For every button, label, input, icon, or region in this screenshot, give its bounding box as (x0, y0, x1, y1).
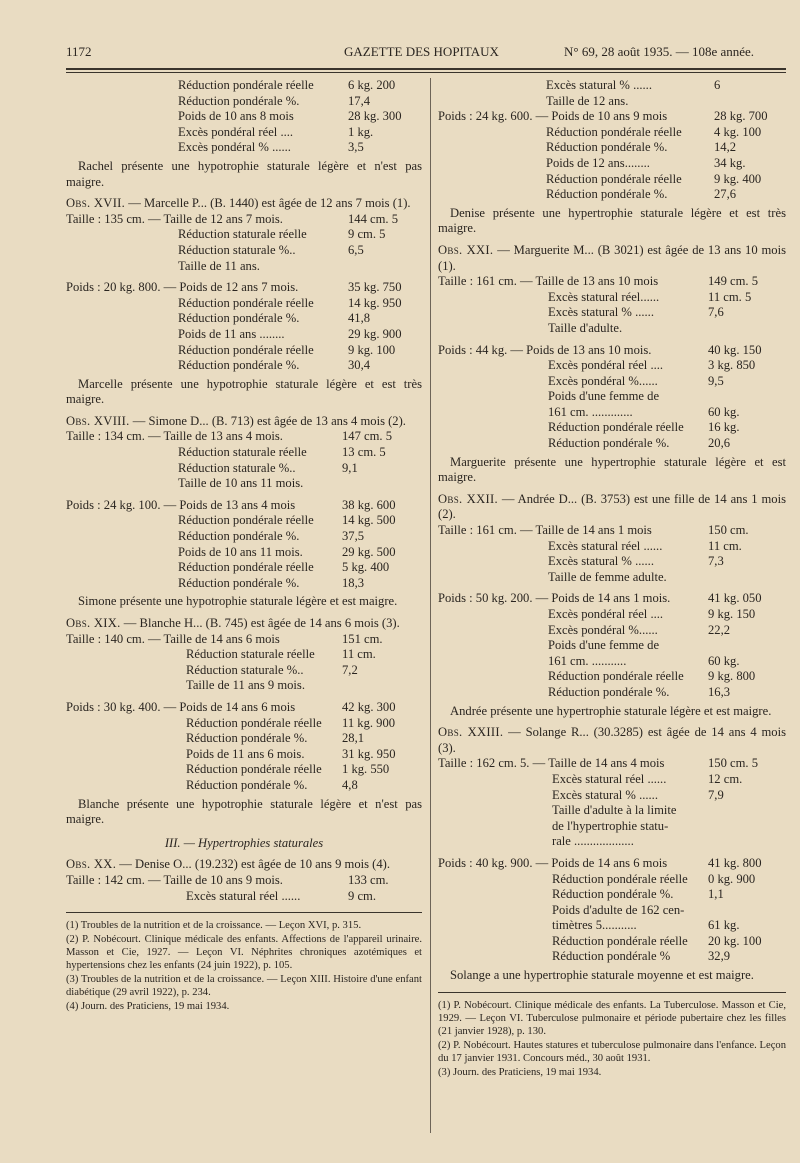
measure-row (66, 632, 422, 648)
measure-value: 14 kg. 500 (342, 513, 396, 528)
measure-row (438, 887, 786, 903)
measure-label: Taille : 134 cm. — Taille de 13 ans 4 mois. (66, 429, 283, 444)
measure-row (438, 669, 786, 685)
measure-row (66, 678, 422, 694)
obs-label: Obs. XVII. (66, 196, 126, 211)
journal-title: GAZETTE DES HOPITAUX (344, 44, 499, 59)
taille-table (66, 873, 422, 904)
measure-row (66, 476, 422, 492)
column-divider (430, 78, 431, 1133)
measure-label: Réduction staturale %.. (178, 460, 296, 475)
measure-row (438, 78, 786, 94)
measure-value: 28 kg. 300 (348, 109, 402, 124)
measure-row (438, 389, 786, 405)
measure-value: 20 kg. 100 (708, 933, 762, 948)
measure-label: Réduction pondérale %. (178, 575, 300, 590)
measure-row (438, 756, 786, 772)
measure-label: de l'hypertrophie statu- (552, 818, 669, 833)
measure-row (66, 700, 422, 716)
measure-row (66, 778, 422, 794)
measure-row (438, 321, 786, 337)
measure-label: Excès statural réel...... (548, 289, 660, 304)
measure-label: Excès statural réel ...... (548, 538, 663, 553)
measure-value: 6 (714, 78, 721, 92)
measure-label: Poids de 10 ans 11 mois. (178, 544, 303, 559)
measure-value: 34 kg. (714, 155, 746, 170)
measure-table (438, 78, 786, 109)
measure-label: Taille de 11 ans 9 mois. (186, 678, 305, 693)
measure-row (438, 125, 786, 141)
measure-value: 37,5 (342, 529, 365, 544)
measure-value: 16,3 (708, 684, 731, 699)
obs-label: Obs. XVIII. (66, 413, 130, 428)
measure-value: 14 kg. 950 (348, 295, 402, 310)
measure-row (438, 570, 786, 586)
measure-value: 9 kg. 150 (708, 607, 756, 621)
measure-value: 11 cm. 5 (708, 289, 752, 304)
measure-value: 13 cm. 5 (342, 445, 386, 460)
measure-row (438, 405, 786, 421)
measure-row (438, 305, 786, 321)
measure-row (66, 94, 422, 110)
measure-row (438, 554, 786, 570)
measure-label: Réduction pondérale %. (178, 358, 300, 373)
measure-label: Réduction pondérale %. (546, 140, 668, 155)
measure-row (438, 819, 786, 835)
measure-label: Excès statural % ...... (548, 554, 654, 569)
measure-value: 17,4 (348, 93, 371, 108)
right-column (438, 78, 786, 1080)
measure-value: 42 kg. 300 (342, 699, 396, 714)
obs-label: Obs. XXIII. (438, 725, 504, 740)
measure-label: Réduction pondérale %. (178, 529, 300, 544)
measure-row (438, 187, 786, 203)
page-number: 1172 (66, 44, 92, 59)
measure-label: 161 cm. ............. (548, 404, 633, 419)
header-rule-thin (66, 72, 786, 73)
measure-label: Taille de 12 ans. (546, 93, 629, 108)
measure-row (438, 274, 786, 290)
measure-value: 41 kg. 050 (708, 591, 762, 606)
measure-value: 150 cm. 5 (708, 756, 759, 771)
measure-row (438, 654, 786, 670)
obs-text: — Blanche H... (B. 745) est âgée de 14 ans 6 mois (3). (123, 616, 400, 630)
measure-value: 28 kg. 700 (714, 109, 768, 124)
measure-row (438, 903, 786, 919)
measure-label: timètres 5........... (552, 918, 637, 933)
measure-value: 3 kg. 850 (708, 358, 756, 373)
measure-value: 9 kg. 800 (708, 669, 756, 684)
measure-label: Excès pondéral %...... (548, 373, 658, 388)
poids-table (66, 498, 422, 592)
measure-label: Réduction pondérale %. (186, 731, 308, 746)
measure-row (66, 731, 422, 747)
measure-row (66, 889, 422, 905)
measure-row (66, 429, 422, 445)
measure-label: Taille : 142 cm. — Taille de 10 ans 9 mois. (66, 872, 283, 887)
measure-label: Réduction pondérale %. (548, 684, 670, 699)
paragraph-marguerite: Marguerite présente une hypertrophie staturale légère et est maigre. (438, 454, 786, 485)
poids-table (66, 280, 422, 374)
measure-label: Réduction pondérale réelle (552, 933, 688, 948)
measure-row (438, 539, 786, 555)
obs-text: — Andrée D... (B. 3753) est une fille de 14 ans 1 mois (2). (438, 491, 786, 522)
paragraph-simone: Simone présente une hypotrophie staturale légère et est maigre. (78, 594, 398, 609)
measure-row (438, 856, 786, 872)
measure-label: Réduction pondérale %. (178, 93, 300, 108)
measure-value: 22,2 (708, 622, 731, 637)
measure-label: Excès statural % ...... (552, 787, 658, 802)
measure-row (438, 685, 786, 701)
measure-value: 28,1 (342, 731, 365, 746)
measure-row (66, 873, 422, 889)
measure-row (438, 374, 786, 390)
observation-heading (66, 616, 422, 632)
measure-value: 150 cm. (708, 523, 749, 538)
footnote: (2) P. Nobécourt. Clinique médicale des enfants. Affections de l'appareil urinaire. Masson et Cie, 1927. — Leçon VI. Néphrites chroniques azotémiques et hypertensions chez les enfants (24 juin 1922), p. 105. (66, 934, 422, 972)
paragraph-denise: Denise présente une hypertrophie staturale légère et est très maigre. (438, 205, 786, 236)
measure-label: Poids de 12 ans........ (546, 155, 650, 170)
measure-label: Excès pondéral %...... (548, 622, 658, 637)
section-title: III. — Hypertrophies staturales (164, 835, 324, 850)
footnote: (1) P. Nobécourt. Clinique médicale des enfants. La Tuberculose. Masson et Cie, 1929. — Leçon VI. Tuberculose pulmonaire et période pubertaire chez les filles (21 janvier 1928), p. 130. (438, 999, 786, 1037)
measure-label: Réduction pondérale réelle (186, 762, 322, 777)
measure-row (438, 436, 786, 452)
measure-label: Poids d'une femme de (548, 389, 660, 404)
measure-row (66, 327, 422, 343)
measure-label: Poids : 40 kg. 900. — Poids de 14 ans 6 mois (438, 855, 668, 870)
measure-row (438, 638, 786, 654)
taille-table (438, 523, 786, 585)
measure-row (66, 498, 422, 514)
footnote: (4) Journ. des Praticiens, 19 mai 1934. (66, 1001, 230, 1013)
measure-row (438, 343, 786, 359)
measure-row (438, 788, 786, 804)
measure-value: 6 kg. 200 (348, 78, 396, 92)
measure-value: 16 kg. (708, 420, 740, 435)
measure-label: Réduction staturale %.. (186, 662, 304, 677)
measure-row (438, 358, 786, 374)
measure-value: 31 kg. 950 (342, 746, 396, 761)
measure-value: 0 kg. 900 (708, 871, 756, 886)
measure-value: 149 cm. 5 (708, 274, 759, 289)
measure-row (66, 125, 422, 141)
measure-label: Excès statural % ...... (546, 78, 652, 92)
measure-value: 60 kg. (708, 404, 740, 419)
measure-value: 32,9 (708, 949, 731, 964)
measure-value: 5 kg. 400 (342, 560, 390, 575)
measure-value: 29 kg. 900 (348, 326, 402, 341)
measure-label: Réduction pondérale %. (546, 187, 668, 202)
obs-text: — Simone D... (B. 713) est âgée de 13 ans 4 mois (2). (132, 413, 406, 428)
measure-row (438, 420, 786, 436)
measure-value: 9 kg. 400 (714, 171, 762, 186)
measure-value: 12 cm. (708, 771, 743, 786)
measure-label: Réduction pondérale réelle (178, 560, 314, 575)
measure-label: Réduction pondérale %. (178, 311, 300, 326)
obs-label: Obs. XXII. (438, 491, 498, 506)
measure-row (438, 834, 786, 850)
measure-row (438, 523, 786, 539)
obs-text: — Denise O... (19.232) est âgée de 10 ans 9 mois (4). (119, 857, 391, 872)
measure-value: 1 kg. 550 (342, 762, 390, 777)
measure-label: Réduction pondérale %. (552, 887, 674, 902)
measure-label: Excès pondéral % ...... (178, 140, 291, 155)
measure-label: 161 cm. ........... (548, 653, 627, 668)
measure-row (438, 172, 786, 188)
measure-row (66, 140, 422, 156)
obs-text: — Solange R... (30.3285) est âgée de 14 ans 4 mois (3). (438, 725, 786, 755)
issue-info: N° 69, 28 août 1935. — 108e année. (564, 44, 755, 59)
measure-label: Réduction pondérale réelle (546, 124, 682, 139)
measure-label: Réduction pondérale réelle (552, 871, 688, 886)
measure-value: 40 kg. 150 (708, 342, 762, 357)
measure-value: 41 kg. 800 (708, 855, 762, 870)
footnote: (1) Troubles de la nutrition et de la croissance. — Leçon XVI, p. 315. (66, 920, 362, 932)
measure-label: Poids : 50 kg. 200. — Poids de 14 ans 1 mois. (438, 591, 671, 606)
measure-value: 20,6 (708, 436, 731, 451)
header-rule (66, 68, 786, 70)
paragraph-marcelle: Marcelle présente une hypotrophie staturale légère et est très maigre. (66, 376, 422, 407)
measure-label: Poids d'une femme de (548, 638, 660, 653)
measure-value: 30,4 (348, 358, 371, 373)
poids-table (66, 700, 422, 794)
measure-label: Poids : 44 kg. — Poids de 13 ans 10 mois. (438, 342, 652, 357)
obs-text: — Marcelle P... (B. 1440) est âgée de 12 ans 7 mois (1). (128, 196, 411, 211)
measure-label: Poids : 20 kg. 800. — Poids de 12 ans 7 mois. (66, 280, 299, 295)
measure-row (438, 109, 786, 125)
measure-label: Réduction pondérale réelle (178, 295, 314, 310)
observation-heading (66, 857, 422, 873)
measure-value: 1 kg. (348, 124, 374, 139)
footnote-rule (66, 912, 422, 913)
measure-row (66, 227, 422, 243)
measure-row (66, 560, 422, 576)
obs-label: Obs. XX. (66, 857, 117, 872)
measure-label: Taille : 162 cm. 5. — Taille de 14 ans 4 mois (438, 756, 665, 771)
measure-row (438, 803, 786, 819)
measure-row (66, 259, 422, 275)
measure-row (438, 623, 786, 639)
measure-row (66, 109, 422, 125)
poids-table (438, 343, 786, 452)
measure-row (66, 296, 422, 312)
measure-label: Réduction pondérale réelle (178, 342, 314, 357)
measure-value: 29 kg. 500 (342, 544, 396, 559)
measure-value: 7,3 (708, 554, 724, 569)
footnote-rule (438, 992, 786, 993)
taille-table (438, 756, 786, 850)
paragraph-rachel: Rachel présente une hypotrophie staturale légère et n'est pas maigre. (66, 158, 422, 189)
measure-row (66, 212, 422, 228)
observation-heading (66, 414, 422, 430)
measure-label: Excès pondéral réel .... (548, 358, 664, 373)
measure-label: Poids d'adulte de 162 cen- (552, 902, 685, 917)
measure-value: 14,2 (714, 140, 737, 155)
measure-value: 7,6 (708, 305, 724, 320)
measure-value: 11 cm. (342, 647, 376, 662)
measure-label: Excès statural réel ...... (186, 888, 301, 903)
measure-row (438, 934, 786, 950)
measure-row (66, 280, 422, 296)
measure-row (438, 772, 786, 788)
measure-label: Excès pondéral réel .... (548, 607, 664, 621)
measure-value: 3,5 (348, 140, 364, 155)
measure-value: 18,3 (342, 575, 365, 590)
measure-value: 41,8 (348, 311, 371, 326)
measure-value: 61 kg. (708, 918, 740, 933)
obs-label: Obs. XIX. (66, 616, 121, 630)
measure-value: 6,5 (348, 242, 364, 257)
paragraph-blanche: Blanche présente une hypotrophie staturale légère et n'est pas maigre. (66, 796, 422, 827)
measure-value: 9 cm. (348, 888, 376, 903)
measure-label: Excès pondéral réel .... (178, 124, 294, 139)
measure-row (438, 94, 786, 110)
measure-label: Réduction pondérale % (552, 949, 671, 964)
measure-row (66, 461, 422, 477)
measure-value: 38 kg. 600 (342, 497, 396, 512)
poids-table (438, 856, 786, 965)
measure-label: Poids de 11 ans ........ (178, 326, 285, 341)
measure-value: 4 kg. 100 (714, 124, 762, 139)
observation-heading (66, 196, 422, 212)
measure-row (66, 529, 422, 545)
measure-row (438, 591, 786, 607)
taille-table (438, 274, 786, 336)
poids-table (438, 591, 786, 700)
measure-value: 60 kg. (708, 653, 740, 668)
measure-row (438, 949, 786, 965)
measure-label: Taille d'adulte à la limite (552, 803, 677, 818)
measure-label: Taille de femme adulte. (548, 569, 667, 584)
measure-row (438, 918, 786, 934)
page-header (66, 44, 786, 66)
measure-value: 9 cm. 5 (348, 227, 386, 242)
measure-label: Réduction staturale réelle (178, 445, 307, 460)
footnote: (3) Troubles de la nutrition et de la croissance. — Leçon XIII. Histoire d'une enfant diabétique (29 avril 1922), p. 234. (66, 974, 422, 999)
measure-label: Taille : 161 cm. — Taille de 14 ans 1 mois (438, 523, 652, 538)
measure-value: 9,5 (708, 373, 724, 388)
measure-value: 7,9 (708, 787, 724, 802)
measure-label: Taille : 161 cm. — Taille de 13 ans 10 mois (438, 274, 659, 289)
measure-row (66, 747, 422, 763)
measure-row (66, 647, 422, 663)
measure-label: Taille d'adulte. (548, 320, 623, 335)
left-column (66, 78, 422, 1014)
measure-label: Excès statural % ...... (548, 305, 654, 320)
measure-label: Réduction staturale réelle (178, 227, 307, 242)
taille-table (66, 429, 422, 491)
measure-label: Réduction pondérale réelle (186, 715, 322, 730)
measure-row (66, 762, 422, 778)
measure-value: 9 kg. 100 (348, 342, 396, 357)
measure-row (438, 290, 786, 306)
poids-table (438, 109, 786, 203)
measure-value: 11 cm. (708, 538, 742, 553)
measure-label: Réduction pondérale réelle (178, 513, 314, 528)
measure-row (438, 607, 786, 623)
measure-value: 11 kg. 900 (342, 715, 396, 730)
measure-label: Poids : 24 kg. 100. — Poids de 13 ans 4 mois (66, 497, 296, 512)
measure-label: Taille : 135 cm. — Taille de 12 ans 7 mois. (66, 211, 283, 226)
measure-label: Taille : 140 cm. — Taille de 14 ans 6 mois (66, 631, 280, 646)
measure-label: Poids : 30 kg. 400. — Poids de 14 ans 6 mois (66, 699, 296, 714)
measure-row (66, 716, 422, 732)
observation-heading (438, 492, 786, 523)
measure-label: Taille de 11 ans. (178, 258, 260, 273)
measure-value: 7,2 (342, 662, 358, 677)
measure-row (66, 513, 422, 529)
obs-label: Obs. XXI. (438, 242, 494, 257)
measure-label: Réduction pondérale %. (548, 436, 670, 451)
measure-table (66, 78, 422, 156)
measure-value: 27,6 (714, 187, 737, 202)
measure-row (66, 576, 422, 592)
measure-value: 9,1 (342, 460, 358, 475)
measure-label: Poids : 24 kg. 600. — Poids de 10 ans 9 mois (438, 109, 668, 124)
measure-value: 35 kg. 750 (348, 280, 402, 295)
measure-value: 144 cm. 5 (348, 211, 399, 226)
measure-row (66, 545, 422, 561)
measure-label: Réduction pondérale réelle (548, 669, 684, 684)
taille-table (66, 212, 422, 274)
measure-row (66, 243, 422, 259)
measure-label: Taille de 10 ans 11 mois. (178, 476, 304, 491)
measure-label: Réduction pondérale %. (186, 777, 308, 792)
measure-value: 133 cm. (348, 872, 389, 887)
footnote: (2) P. Nobécourt. Hautes statures et tuberculose pulmonaire dans l'enfance. Leçon du 17 janvier 1931. Concours méd., 30 août 1931. (438, 1039, 786, 1064)
measure-value: 1,1 (708, 887, 724, 902)
measure-label: Réduction pondérale réelle (546, 171, 682, 186)
measure-label: Excès statural réel ...... (552, 771, 667, 786)
measure-row (66, 343, 422, 359)
footnote: (3) Journ. des Praticiens, 19 mai 1934. (438, 1066, 602, 1078)
measure-value: 4,8 (342, 777, 358, 792)
paragraph-solange: Solange a une hypertrophie staturale moyenne et est maigre. (450, 968, 754, 983)
measure-label: Réduction pondérale réelle (548, 420, 684, 435)
measure-row (66, 311, 422, 327)
measure-label: Réduction pondérale réelle (178, 78, 314, 92)
measure-row (438, 872, 786, 888)
measure-label: Réduction staturale %.. (178, 242, 296, 257)
obs-text: — Marguerite M... (B 3021) est âgée de 13 ans 10 mois (1). (438, 242, 786, 273)
measure-row (438, 140, 786, 156)
measure-row (66, 358, 422, 374)
measure-value: 151 cm. (342, 631, 383, 646)
taille-table (66, 632, 422, 694)
measure-row (66, 445, 422, 461)
measure-label: Poids de 11 ans 6 mois. (186, 746, 305, 761)
observation-heading (438, 243, 786, 274)
measure-value: 147 cm. 5 (342, 429, 393, 444)
measure-label: Poids de 10 ans 8 mois (178, 109, 294, 124)
measure-row (438, 156, 786, 172)
measure-row (66, 663, 422, 679)
measure-label: rale ................... (552, 834, 634, 849)
measure-label: Réduction staturale réelle (186, 647, 315, 662)
measure-row (66, 78, 422, 94)
observation-heading (438, 725, 786, 756)
paragraph-andree: Andrée présente une hypertrophie staturale légère et est maigre. (450, 703, 772, 718)
